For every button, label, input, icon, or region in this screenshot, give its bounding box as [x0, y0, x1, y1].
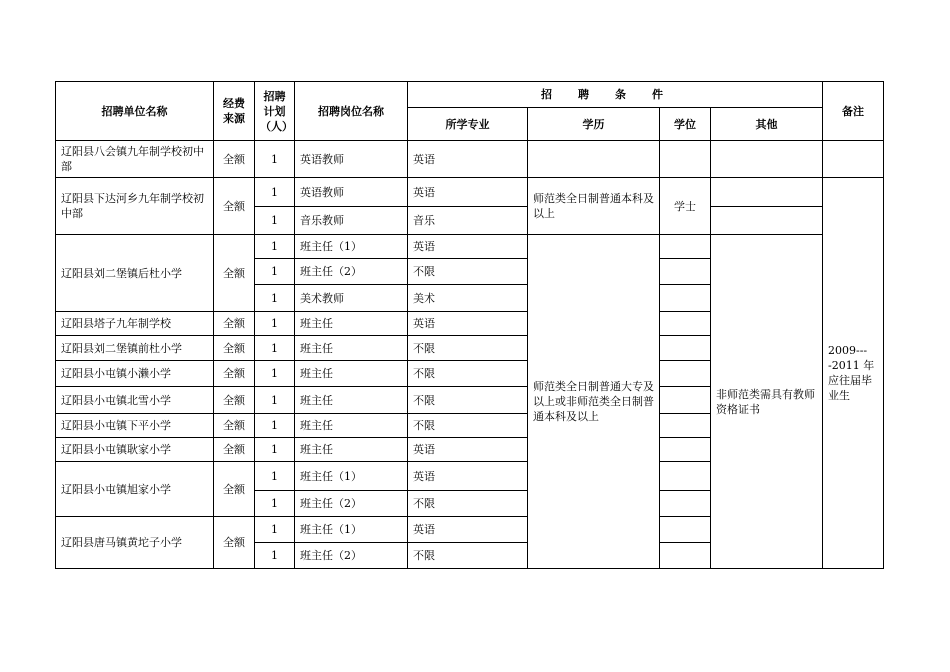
plan-count: 1 — [255, 207, 295, 235]
position-name: 班主任（2） — [295, 259, 408, 285]
plan-count: 1 — [255, 491, 295, 517]
position-name: 班主任 — [295, 312, 408, 336]
major: 不限 — [408, 387, 528, 414]
degree-cell — [660, 438, 711, 462]
unit-name: 辽阳县八会镇九年制学校初中部 — [56, 141, 214, 178]
unit-name: 辽阳县小屯镇旭家小学 — [56, 462, 214, 517]
plan-count: 1 — [255, 361, 295, 387]
plan-count: 1 — [255, 312, 295, 336]
degree-cell — [660, 259, 711, 285]
header-position: 招聘岗位名称 — [295, 82, 408, 141]
unit-name: 辽阳县下达河乡九年制学校初中部 — [56, 178, 214, 235]
major: 英语 — [408, 438, 528, 462]
plan-count: 1 — [255, 141, 295, 178]
degree-cell — [660, 462, 711, 491]
position-name: 班主任（1） — [295, 235, 408, 259]
funding-source: 全额 — [214, 517, 255, 569]
table-row — [56, 235, 884, 259]
degree-cell — [660, 312, 711, 336]
header-education: 学历 — [528, 108, 660, 141]
degree-cell — [660, 285, 711, 312]
header-row-1 — [56, 82, 884, 108]
plan-count: 1 — [255, 543, 295, 569]
position-name: 班主任 — [295, 438, 408, 462]
plan-count: 1 — [255, 178, 295, 207]
position-name: 英语教师 — [295, 141, 408, 178]
funding-source: 全额 — [214, 387, 255, 414]
degree-cell — [660, 387, 711, 414]
position-name: 班主任 — [295, 336, 408, 361]
unit-name: 辽阳县刘二堡镇前杜小学 — [56, 336, 214, 361]
position-name: 英语教师 — [295, 178, 408, 207]
degree-requirement: 学士 — [660, 178, 711, 235]
plan-count: 1 — [255, 387, 295, 414]
header-plan: 招聘计划（人） — [255, 82, 295, 141]
other-cell — [711, 141, 823, 178]
funding-source: 全额 — [214, 178, 255, 235]
funding-source: 全额 — [214, 235, 255, 312]
position-name: 班主任（2） — [295, 543, 408, 569]
major: 英语 — [408, 312, 528, 336]
position-name: 班主任（1） — [295, 517, 408, 543]
recruitment-table — [55, 81, 884, 569]
plan-count: 1 — [255, 285, 295, 312]
unit-name: 辽阳县小屯镇小濑小学 — [56, 361, 214, 387]
header-other: 其他 — [711, 108, 823, 141]
header-remarks: 备注 — [823, 82, 884, 141]
funding-source: 全额 — [214, 336, 255, 361]
major: 不限 — [408, 259, 528, 285]
education-cell — [528, 141, 660, 178]
funding-source: 全额 — [214, 438, 255, 462]
degree-cell — [660, 491, 711, 517]
position-name: 班主任 — [295, 361, 408, 387]
header-conditions — [408, 82, 823, 108]
unit-name: 辽阳县小屯镇下平小学 — [56, 414, 214, 438]
unit-name: 辽阳县塔子九年制学校 — [56, 312, 214, 336]
major: 不限 — [408, 491, 528, 517]
position-name: 美术教师 — [295, 285, 408, 312]
remarks-cell — [823, 141, 884, 178]
major: 音乐 — [408, 207, 528, 235]
header-major: 所学专业 — [408, 108, 528, 141]
degree-cell — [660, 361, 711, 387]
funding-source: 全额 — [214, 414, 255, 438]
header-conditions-label: 招聘条件 — [541, 88, 689, 101]
funding-source: 全额 — [214, 462, 255, 517]
other-cell — [711, 207, 823, 235]
header-degree: 学位 — [660, 108, 711, 141]
table-row — [56, 141, 884, 178]
funding-source: 全额 — [214, 141, 255, 178]
major: 美术 — [408, 285, 528, 312]
remarks: 2009----2011 年应往届毕业生 — [823, 178, 884, 569]
position-name: 班主任 — [295, 387, 408, 414]
major: 不限 — [408, 361, 528, 387]
position-name: 班主任 — [295, 414, 408, 438]
position-name: 音乐教师 — [295, 207, 408, 235]
degree-cell — [660, 517, 711, 543]
position-name: 班主任（2） — [295, 491, 408, 517]
degree-cell — [660, 414, 711, 438]
plan-count: 1 — [255, 438, 295, 462]
other-cell — [711, 178, 823, 207]
major: 不限 — [408, 336, 528, 361]
header-funding: 经费来源 — [214, 82, 255, 141]
plan-count: 1 — [255, 259, 295, 285]
plan-count: 1 — [255, 235, 295, 259]
unit-name: 辽阳县小屯镇耿家小学 — [56, 438, 214, 462]
degree-cell — [660, 336, 711, 361]
degree-cell — [660, 141, 711, 178]
other-requirement: 非师范类需具有教师资格证书 — [711, 235, 823, 569]
education-requirement: 师范类全日制普通大专及以上或非师范类全日制普通本科及以上 — [528, 235, 660, 569]
major: 英语 — [408, 235, 528, 259]
major: 英语 — [408, 517, 528, 543]
table-row — [56, 178, 884, 207]
major: 不限 — [408, 414, 528, 438]
funding-source: 全额 — [214, 312, 255, 336]
major: 不限 — [408, 543, 528, 569]
plan-count: 1 — [255, 336, 295, 361]
funding-source: 全额 — [214, 361, 255, 387]
education-requirement: 师范类全日制普通本科及以上 — [528, 178, 660, 235]
position-name: 班主任（1） — [295, 462, 408, 491]
unit-name: 辽阳县刘二堡镇后杜小学 — [56, 235, 214, 312]
plan-count: 1 — [255, 517, 295, 543]
unit-name: 辽阳县小屯镇北雪小学 — [56, 387, 214, 414]
plan-count: 1 — [255, 414, 295, 438]
plan-count: 1 — [255, 462, 295, 491]
major: 英语 — [408, 178, 528, 207]
major: 英语 — [408, 462, 528, 491]
unit-name: 辽阳县唐马镇黄坨子小学 — [56, 517, 214, 569]
degree-cell — [660, 235, 711, 259]
major: 英语 — [408, 141, 528, 178]
degree-cell — [660, 543, 711, 569]
header-unit: 招聘单位名称 — [56, 82, 214, 141]
